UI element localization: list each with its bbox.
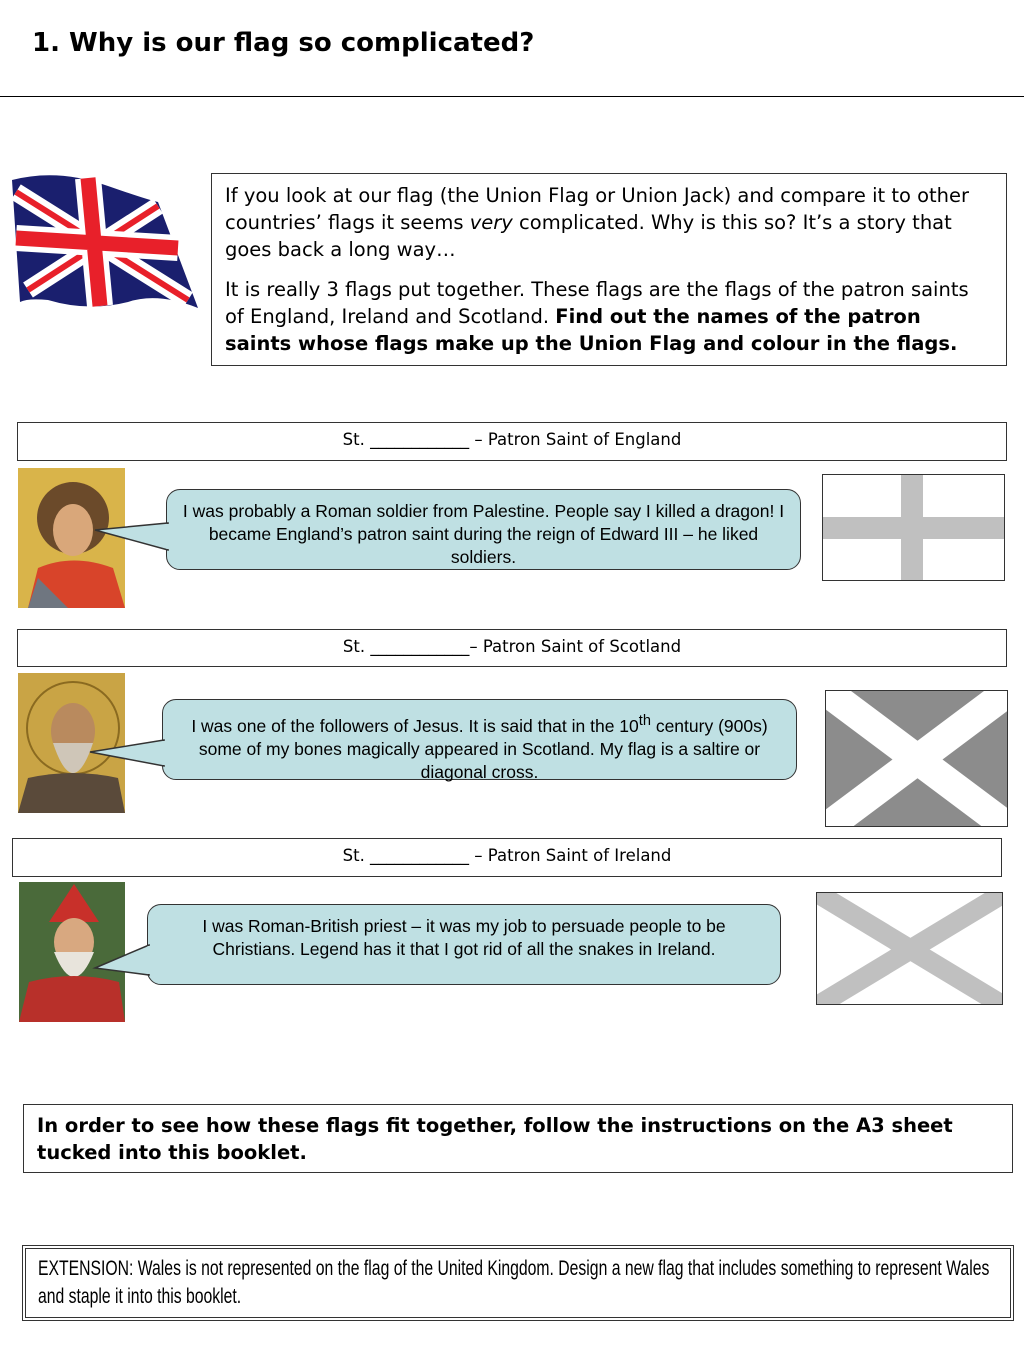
page-title: 1. Why is our flag so complicated? — [32, 28, 535, 58]
speech-text: century (900s) some of my bones magically appeared in Scotland. My flag is a saltire or diagonal cross. — [198, 715, 768, 782]
extension-box — [22, 1245, 1014, 1321]
intro-text-box — [211, 173, 1007, 366]
intro-text: It is really 3 flags put together. These flags are the flags of the patron saints of England, Ireland and Scotland. — [225, 278, 969, 328]
intro-task: Find out the names of the patron saints whose flags make up the Union Flag and colour in the flags. — [225, 305, 958, 355]
speech-text: I was one of the followers of Jesus. It is said that in the 10 — [191, 715, 639, 736]
intro-emphasis: very — [469, 211, 513, 234]
extension-text: EXTENSION: Wales is not represented on the flag of the United Kingdom. Design a new flag that includes something to represent Wales and staple it into this booklet. — [38, 1257, 990, 1308]
st-andrew-speech-bubble — [162, 699, 797, 780]
speech-tail — [95, 520, 175, 560]
intro-text: complicated. Why is this so? It’s a story that goes back a long way… — [225, 211, 952, 261]
cross-horizontal — [823, 517, 1005, 539]
intro-text: If you look at our flag (the Union Flag or Union Jack) and compare it to other countries’ flags it seems — [225, 184, 970, 234]
scotland-saint-label[interactable]: St. ____________– Patron Saint of Scotland — [17, 629, 1007, 667]
st-patrick-flag[interactable] — [816, 892, 1003, 1005]
speech-sup: th — [638, 713, 651, 729]
instruction-box: In order to see how these flags fit together, follow the instructions on the A3 sheet tucked into this booklet. — [23, 1104, 1013, 1173]
speech-tail — [90, 740, 170, 780]
st-patrick-speech-bubble: I was Roman-British priest – it was my job to persuade people to be Christians. Legend has it that I got rid of all the snakes in Ireland. — [147, 904, 781, 985]
st-george-flag[interactable] — [822, 474, 1005, 581]
england-saint-label[interactable]: St. ____________ – Patron Saint of England — [17, 422, 1007, 461]
ireland-saint-label[interactable]: St. ____________ – Patron Saint of Ireland — [12, 838, 1002, 877]
st-george-speech-bubble: I was probably a Roman soldier from Palestine. People say I killed a dragon! I became England’s patron saint during the reign of Edward III – he liked soldiers. — [166, 489, 801, 570]
union-flag-image — [8, 172, 200, 312]
st-andrew-flag[interactable] — [825, 690, 1008, 827]
speech-tail — [95, 940, 155, 990]
title-divider — [0, 96, 1024, 97]
